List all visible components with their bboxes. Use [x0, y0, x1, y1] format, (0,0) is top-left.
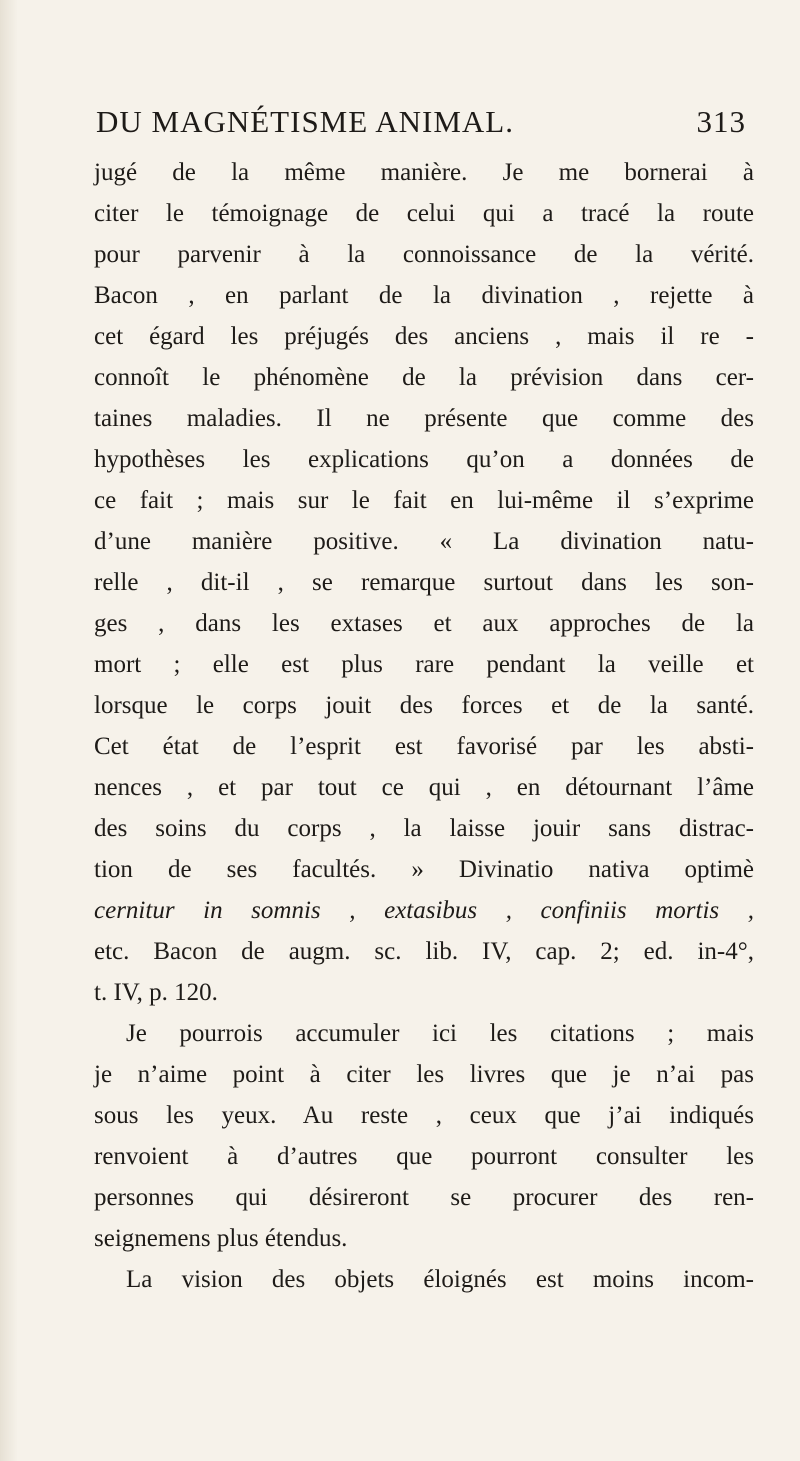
text-line: lorsque le corps jouit des forces et de la santé.: [94, 692, 754, 719]
text-line: tion de ses facultés. » Divinatio nativa optimè: [94, 856, 754, 883]
text-line: je n’aime point à citer les livres que je n’ai pas: [94, 1061, 754, 1088]
text-line-citation-end: t. IV, p. 120.: [94, 979, 218, 1006]
text-line: hypothèses les explications qu’on a données de: [94, 446, 754, 473]
text-line: d’une manière positive. « La divination natu-: [94, 528, 754, 555]
text-line: Cet état de l’esprit est favorisé par les absti-: [94, 733, 754, 760]
text-line: sous les yeux. Au reste , ceux que j’ai indiqués: [94, 1102, 754, 1129]
text-line: taines maladies. Il ne présente que comme des: [94, 405, 754, 432]
text-line: personnes qui désireront se procurer des ren-: [94, 1184, 754, 1211]
text-line: relle , dit-il , se remarque surtout dans les son-: [94, 569, 754, 596]
text-line: citer le témoignage de celui qui a tracé la route: [94, 200, 754, 227]
text-line: seignemens plus étendus.: [94, 1225, 348, 1252]
running-title: DU MAGNÉTISME ANIMAL.: [96, 104, 514, 139]
text-line: des soins du corps , la laisse jouir sans distrac-: [94, 815, 754, 842]
text-line: mort ; elle est plus rare pendant la veille et: [94, 651, 754, 678]
text-line: cet égard les préjugés des anciens , mais il re -: [94, 323, 754, 350]
text-line: connoît le phénomène de la prévision dans cer-: [94, 364, 754, 391]
text-line-latin-quote: cernitur in somnis , extasibus , confiniis mortis ,: [94, 897, 754, 924]
text-line: renvoient à d’autres que pourront consulter les: [94, 1143, 754, 1170]
body-text: [94, 152, 754, 1300]
page-gutter-shadow: [0, 0, 18, 1461]
text-line: ce fait ; mais sur le fait en lui-même il s’exprime: [94, 487, 754, 514]
text-line: jugé de la même manière. Je me bornerai à: [94, 159, 754, 186]
text-line: Bacon , en parlant de la divination , rejette à: [94, 282, 754, 309]
text-line: La vision des objets éloignés est moins incom-: [126, 1266, 754, 1293]
text-line: Je pourrois accumuler ici les citations ; mais: [126, 1020, 754, 1047]
text-line: pour parvenir à la connoissance de la vérité.: [94, 241, 754, 268]
page-number: 313: [696, 104, 746, 139]
text-line: ges , dans les extases et aux approches de la: [94, 610, 754, 637]
running-head: [96, 104, 746, 148]
text-line-citation: etc. Bacon de augm. sc. lib. IV, cap. 2; ed. in-4°,: [94, 938, 754, 965]
text-line: nences , et par tout ce qui , en détournant l’âme: [94, 774, 754, 801]
